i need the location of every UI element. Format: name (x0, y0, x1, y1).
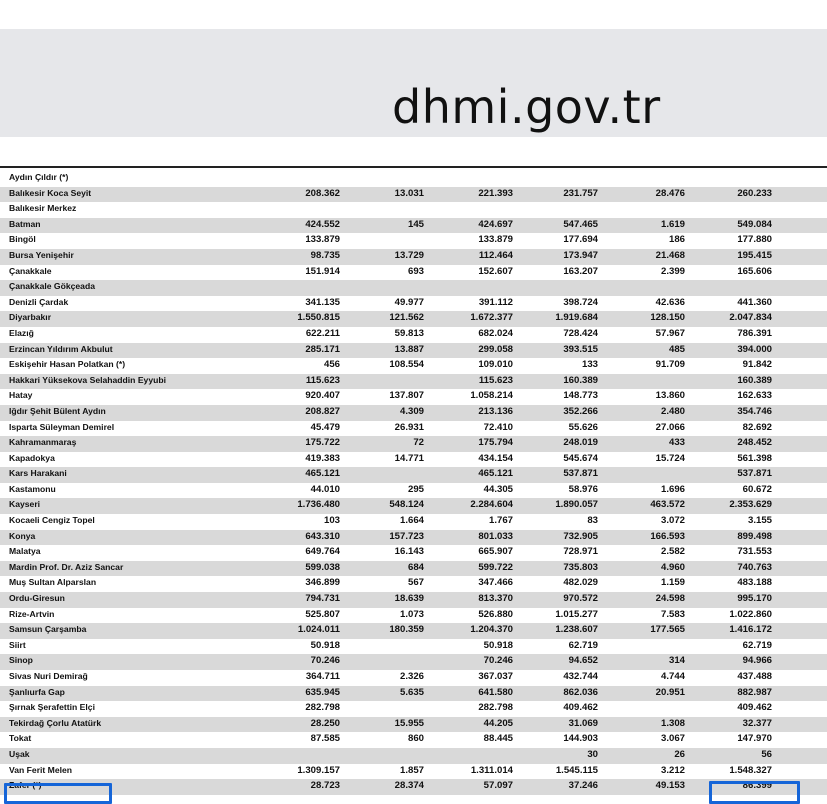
value-cell: 49.153 (655, 780, 685, 792)
value-cell: 24.598 (655, 593, 685, 605)
value-cell: 44.305 (483, 483, 513, 495)
value-cell: 432.744 (563, 671, 598, 682)
value-cell: 3.155 (747, 515, 772, 527)
value-cell: 121.562 (389, 312, 424, 324)
table-row (0, 530, 827, 546)
value-cell: 441.360 (737, 296, 772, 308)
airport-name-cell: Şırnak Şerafettin Elçi (9, 702, 95, 713)
value-cell: 367.037 (478, 671, 513, 682)
airport-name-cell: Hakkari Yüksekova Selahaddin Eyyubi (9, 374, 166, 385)
table-row (0, 764, 827, 780)
value-cell: 151.914 (305, 265, 340, 277)
value-cell: 42.636 (655, 296, 685, 308)
value-cell: 463.572 (650, 499, 685, 511)
value-cell: 285.171 (305, 343, 340, 355)
value-cell: 56 (761, 748, 772, 760)
airport-name-cell: Hatay (9, 390, 33, 401)
value-cell: 641.580 (478, 686, 513, 698)
value-cell: 299.058 (478, 343, 513, 355)
value-cell: 899.498 (737, 530, 772, 542)
value-cell: 83 (587, 515, 598, 527)
value-cell: 20.951 (655, 686, 685, 698)
table-row (0, 592, 827, 608)
table-row (0, 608, 827, 624)
value-cell: 137.807 (389, 390, 424, 402)
value-cell: 786.391 (737, 327, 772, 339)
value-cell: 26 (674, 748, 685, 760)
value-cell: 599.722 (478, 561, 513, 573)
airport-name-cell: Sivas Nuri Demirağ (9, 671, 88, 681)
airport-name-cell: Ordu-Giresun (9, 593, 65, 604)
value-cell: 545.674 (563, 452, 598, 464)
value-cell: 115.623 (305, 374, 340, 386)
airport-name-cell: Kayseri (9, 499, 41, 510)
airport-name-cell: Aydın Çıldır (*) (9, 172, 69, 182)
value-cell: 1.767 (488, 515, 513, 527)
value-cell: 364.711 (305, 671, 340, 682)
table-row (0, 748, 827, 764)
value-cell: 166.593 (650, 530, 685, 542)
airport-name-cell: Eskişehir Hasan Polatkan (*) (9, 359, 126, 370)
table-row (0, 327, 827, 343)
value-cell: 109.010 (478, 359, 513, 371)
value-cell: 1.015.277 (555, 608, 598, 620)
value-cell: 465.121 (305, 468, 340, 480)
value-cell: 144.903 (563, 733, 598, 745)
airport-name-cell: Balıkesir Koca Seyit (9, 187, 92, 198)
table-row (0, 171, 827, 187)
table-row (0, 311, 827, 327)
value-cell: 145 (407, 218, 424, 230)
table-row (0, 187, 827, 203)
value-cell: 177.880 (737, 234, 772, 246)
value-cell: 173.947 (563, 249, 598, 261)
value-cell: 13.031 (394, 187, 424, 199)
airport-name-cell: Sinop (9, 655, 33, 666)
value-cell: 1.159 (660, 577, 685, 589)
value-cell: 7.583 (660, 608, 685, 620)
value-cell: 728.971 (563, 546, 598, 558)
airport-name-cell: Isparta Süleyman Demirel (9, 421, 115, 432)
value-cell: 1.058.214 (470, 390, 513, 402)
table-row (0, 639, 827, 655)
airport-name-cell: Batman (9, 218, 41, 229)
value-cell: 70.246 (310, 655, 340, 667)
airport-name-cell: Kahramanmaraş (9, 437, 77, 448)
airport-name-cell: Diyarbakır (9, 312, 52, 323)
value-cell: 728.424 (563, 327, 598, 339)
airport-name-cell: Bingöl (9, 234, 36, 245)
table-row (0, 249, 827, 265)
value-cell: 635.945 (305, 686, 340, 698)
value-cell: 248.452 (737, 437, 772, 449)
value-cell: 213.136 (478, 405, 513, 417)
value-cell: 148.773 (563, 390, 598, 402)
value-cell: 409.462 (563, 702, 598, 714)
table-row (0, 421, 827, 437)
value-cell: 409.462 (737, 702, 772, 714)
airport-name-cell: Balıkesir Merkez (9, 203, 77, 214)
value-cell: 128.150 (650, 312, 685, 324)
table-row (0, 389, 827, 405)
value-cell: 682.024 (478, 327, 513, 339)
value-cell: 50.918 (483, 639, 513, 651)
value-cell: 549.084 (737, 218, 772, 230)
value-cell: 295 (407, 483, 424, 495)
airport-name-cell: Konya (9, 530, 36, 541)
value-cell: 433 (668, 437, 685, 449)
value-cell: 28.723 (310, 780, 340, 792)
table-row (0, 218, 827, 234)
value-cell: 2.284.604 (470, 499, 513, 511)
value-cell: 88.445 (483, 733, 513, 745)
value-cell: 4.744 (660, 671, 685, 682)
value-cell: 2.353.629 (729, 499, 772, 511)
table-row (0, 498, 827, 514)
value-cell: 16.143 (394, 546, 424, 558)
value-cell: 1.857 (399, 764, 424, 776)
value-cell: 82.692 (742, 421, 772, 433)
value-cell: 547.465 (563, 218, 598, 230)
value-cell: 13.887 (394, 343, 424, 355)
site-banner (0, 29, 827, 137)
value-cell: 72.410 (483, 421, 513, 433)
value-cell: 87.585 (310, 733, 340, 745)
value-cell: 186 (668, 234, 685, 246)
value-cell: 1.204.370 (470, 624, 513, 636)
value-cell: 165.606 (737, 265, 772, 277)
value-cell: 103 (323, 515, 340, 527)
table-row (0, 623, 827, 639)
value-cell: 622.211 (305, 327, 340, 339)
airport-name-cell: Kars Harakani (9, 468, 67, 479)
table-row (0, 779, 827, 795)
value-cell: 1.550.815 (297, 312, 340, 324)
value-cell: 1.890.057 (555, 499, 598, 511)
table-row (0, 545, 827, 561)
value-cell: 177.565 (650, 624, 685, 636)
value-cell: 115.623 (478, 374, 513, 386)
value-cell: 643.310 (305, 530, 340, 542)
airport-name-cell: Kapadokya (9, 452, 55, 463)
table-row (0, 686, 827, 702)
value-cell: 485 (668, 343, 685, 355)
airport-name-cell: Kastamonu (9, 483, 56, 494)
table-row (0, 405, 827, 421)
value-cell: 18.639 (394, 593, 424, 605)
value-cell: 26.931 (394, 421, 424, 433)
value-cell: 393.515 (563, 343, 598, 355)
value-cell: 180.359 (389, 624, 424, 636)
value-cell: 1.238.607 (555, 624, 598, 636)
value-cell: 152.607 (478, 265, 513, 277)
value-cell: 2.480 (660, 405, 685, 417)
value-cell: 1.919.684 (555, 312, 598, 324)
value-cell: 147.970 (737, 733, 772, 745)
value-cell: 1.548.327 (729, 764, 772, 776)
value-cell: 94.966 (742, 655, 772, 667)
value-cell: 465.121 (478, 468, 513, 480)
value-cell: 2.582 (660, 546, 685, 558)
value-cell: 160.389 (737, 374, 772, 386)
table-row (0, 576, 827, 592)
highlight-box-zafer-total (709, 781, 800, 804)
value-cell: 1.736.480 (297, 499, 340, 511)
value-cell: 195.415 (737, 249, 772, 261)
value-cell: 860 (407, 733, 424, 745)
value-cell: 354.746 (737, 405, 772, 417)
value-cell: 424.697 (478, 218, 513, 230)
value-cell: 44.010 (310, 483, 340, 495)
value-cell: 537.871 (737, 468, 772, 480)
table-row (0, 296, 827, 312)
value-cell: 1.619 (660, 218, 685, 230)
airport-passenger-table (0, 166, 827, 802)
value-cell: 162.633 (737, 390, 772, 402)
airport-name-cell: Iğdır Şehit Bülent Aydın (9, 405, 106, 416)
table-row (0, 343, 827, 359)
table-row (0, 233, 827, 249)
value-cell: 526.880 (478, 608, 513, 620)
value-cell: 86.399 (742, 780, 772, 792)
value-cell: 15.724 (655, 452, 685, 464)
value-cell: 208.827 (305, 405, 340, 417)
airport-name-cell: Çanakkale (9, 265, 52, 276)
value-cell: 394.000 (737, 343, 772, 355)
value-cell: 314 (668, 655, 685, 667)
airport-name-cell: Çanakkale Gökçeada (9, 281, 95, 292)
airport-name-cell: Denizli Çardak (9, 296, 69, 307)
value-cell: 649.764 (305, 546, 340, 558)
table-row (0, 732, 827, 748)
value-cell: 341.135 (305, 296, 340, 308)
value-cell: 391.112 (478, 296, 513, 308)
value-cell: 2.399 (660, 265, 685, 277)
value-cell: 1.073 (399, 608, 424, 620)
value-cell: 1.696 (660, 483, 685, 495)
value-cell: 50.918 (310, 639, 340, 651)
value-cell: 60.672 (742, 483, 772, 495)
airport-name-cell: Erzincan Yıldırım Akbulut (9, 343, 113, 354)
value-cell: 537.871 (563, 468, 598, 480)
airport-name-cell: Kocaeli Cengiz Topel (9, 515, 95, 526)
value-cell: 175.794 (478, 437, 513, 449)
value-cell: 1.545.115 (555, 764, 598, 776)
value-cell: 160.389 (563, 374, 598, 386)
table-row (0, 701, 827, 717)
table-row (0, 202, 827, 218)
value-cell: 740.763 (737, 561, 772, 573)
value-cell: 3.072 (660, 515, 685, 527)
value-cell: 693 (407, 265, 424, 277)
value-cell: 1.022.860 (729, 608, 772, 620)
table-row (0, 265, 827, 281)
value-cell: 794.731 (305, 593, 340, 605)
value-cell: 70.246 (483, 655, 513, 667)
value-cell: 27.066 (655, 421, 685, 433)
value-cell: 28.476 (655, 187, 685, 199)
value-cell: 352.266 (563, 405, 598, 417)
value-cell: 567 (407, 577, 424, 589)
value-cell: 282.798 (478, 702, 513, 714)
value-cell: 548.124 (389, 499, 424, 511)
value-cell: 346.899 (305, 577, 340, 589)
airport-name-cell: Zafer (*) (9, 780, 42, 791)
value-cell: 3.067 (660, 733, 685, 745)
value-cell: 231.757 (563, 187, 598, 199)
value-cell: 31.069 (568, 717, 598, 729)
value-cell: 419.383 (305, 452, 340, 464)
value-cell: 437.488 (737, 671, 772, 682)
airport-name-cell: Siirt (9, 639, 26, 650)
value-cell: 133.879 (478, 234, 513, 246)
table-row (0, 561, 827, 577)
value-cell: 684 (407, 561, 424, 573)
value-cell: 483.188 (737, 577, 772, 589)
value-cell: 1.309.157 (297, 764, 340, 776)
value-cell: 44.205 (483, 717, 513, 729)
value-cell: 1.416.172 (729, 624, 772, 636)
table-row (0, 467, 827, 483)
value-cell: 801.033 (478, 530, 513, 542)
table-row (0, 670, 827, 686)
value-cell: 49.977 (394, 296, 424, 308)
value-cell: 21.468 (655, 249, 685, 261)
table-row (0, 358, 827, 374)
value-cell: 1.311.014 (470, 764, 513, 776)
value-cell: 735.803 (563, 561, 598, 573)
value-cell: 4.309 (399, 405, 424, 417)
value-cell: 456 (323, 359, 340, 371)
highlight-box-zafer-name (4, 783, 112, 804)
value-cell: 5.635 (399, 686, 424, 698)
value-cell: 175.722 (305, 437, 340, 449)
value-cell: 3.212 (660, 764, 685, 776)
value-cell: 72 (413, 437, 424, 449)
value-cell: 13.729 (394, 249, 424, 261)
value-cell: 59.813 (394, 327, 424, 339)
table-row (0, 374, 827, 390)
value-cell: 98.735 (310, 249, 340, 261)
table-row (0, 514, 827, 530)
value-cell: 133.879 (305, 234, 340, 246)
value-cell: 970.572 (563, 593, 598, 605)
value-cell: 157.723 (389, 530, 424, 542)
value-cell: 221.393 (478, 187, 513, 199)
airport-name-cell: Rize-Artvin (9, 608, 55, 619)
value-cell: 62.719 (568, 639, 598, 651)
value-cell: 995.170 (737, 593, 772, 605)
table-row (0, 436, 827, 452)
value-cell: 45.479 (310, 421, 340, 433)
airport-name-cell: Malatya (9, 546, 41, 557)
value-cell: 398.724 (563, 296, 598, 308)
value-cell: 1.308 (660, 717, 685, 729)
value-cell: 2.326 (399, 671, 424, 682)
value-cell: 13.860 (655, 390, 685, 402)
value-cell: 920.407 (305, 390, 340, 402)
value-cell: 14.771 (394, 452, 424, 464)
value-cell: 62.719 (742, 639, 772, 651)
value-cell: 862.036 (563, 686, 598, 698)
value-cell: 112.464 (478, 249, 513, 261)
value-cell: 177.694 (563, 234, 598, 246)
value-cell: 248.019 (563, 437, 598, 449)
value-cell: 424.552 (305, 218, 340, 230)
table-row (0, 717, 827, 733)
value-cell: 561.398 (737, 452, 772, 464)
value-cell: 813.370 (478, 593, 513, 605)
airport-name-cell: Tekirdağ Çorlu Atatürk (9, 717, 102, 728)
airport-name-cell: Tokat (9, 733, 32, 744)
airport-name-cell: Elazığ (9, 327, 34, 338)
value-cell: 57.967 (655, 327, 685, 339)
value-cell: 4.960 (660, 561, 685, 573)
table-row (0, 452, 827, 468)
value-cell: 208.362 (305, 187, 340, 199)
value-cell: 2.047.834 (729, 312, 772, 324)
airport-name-cell: Bursa Yenişehir (9, 249, 74, 260)
airport-name-cell: Uşak (9, 748, 30, 759)
value-cell: 28.250 (310, 717, 340, 729)
value-cell: 732.905 (563, 530, 598, 542)
value-cell: 1.664 (399, 515, 424, 527)
airport-name-cell: Şanlıurfa Gap (9, 686, 65, 697)
value-cell: 665.907 (478, 546, 513, 558)
value-cell: 108.554 (389, 359, 424, 371)
value-cell: 882.987 (737, 686, 772, 698)
value-cell: 133 (581, 359, 598, 371)
value-cell: 94.652 (568, 655, 598, 667)
value-cell: 434.154 (478, 452, 513, 464)
value-cell: 15.955 (394, 717, 424, 729)
table-row (0, 483, 827, 499)
airport-name-cell: Muş Sultan Alparslan (9, 577, 97, 588)
value-cell: 57.097 (483, 780, 513, 792)
airport-name-cell: Mardin Prof. Dr. Aziz Sancar (9, 561, 124, 572)
value-cell: 91.709 (655, 359, 685, 371)
value-cell: 91.842 (742, 359, 772, 371)
value-cell: 599.038 (305, 561, 340, 573)
value-cell: 37.246 (568, 780, 598, 792)
value-cell: 260.233 (737, 187, 772, 199)
value-cell: 55.626 (568, 421, 598, 433)
value-cell: 28.374 (394, 780, 424, 792)
value-cell: 482.029 (563, 577, 598, 589)
value-cell: 1.672.377 (470, 312, 513, 324)
table-row (0, 654, 827, 670)
value-cell: 32.377 (742, 717, 772, 729)
value-cell: 30 (587, 748, 598, 760)
value-cell: 58.976 (568, 483, 598, 495)
value-cell: 1.024.011 (297, 624, 340, 636)
value-cell: 525.807 (305, 608, 340, 620)
table-row (0, 280, 827, 296)
value-cell: 282.798 (305, 702, 340, 714)
airport-name-cell: Samsun Çarşamba (9, 624, 87, 635)
value-cell: 163.207 (563, 265, 598, 277)
airport-name-cell: Van Ferit Melen (9, 764, 73, 775)
site-url-title: dhmi.gov.tr (392, 80, 661, 134)
value-cell: 731.553 (737, 546, 772, 558)
value-cell: 347.466 (478, 577, 513, 589)
